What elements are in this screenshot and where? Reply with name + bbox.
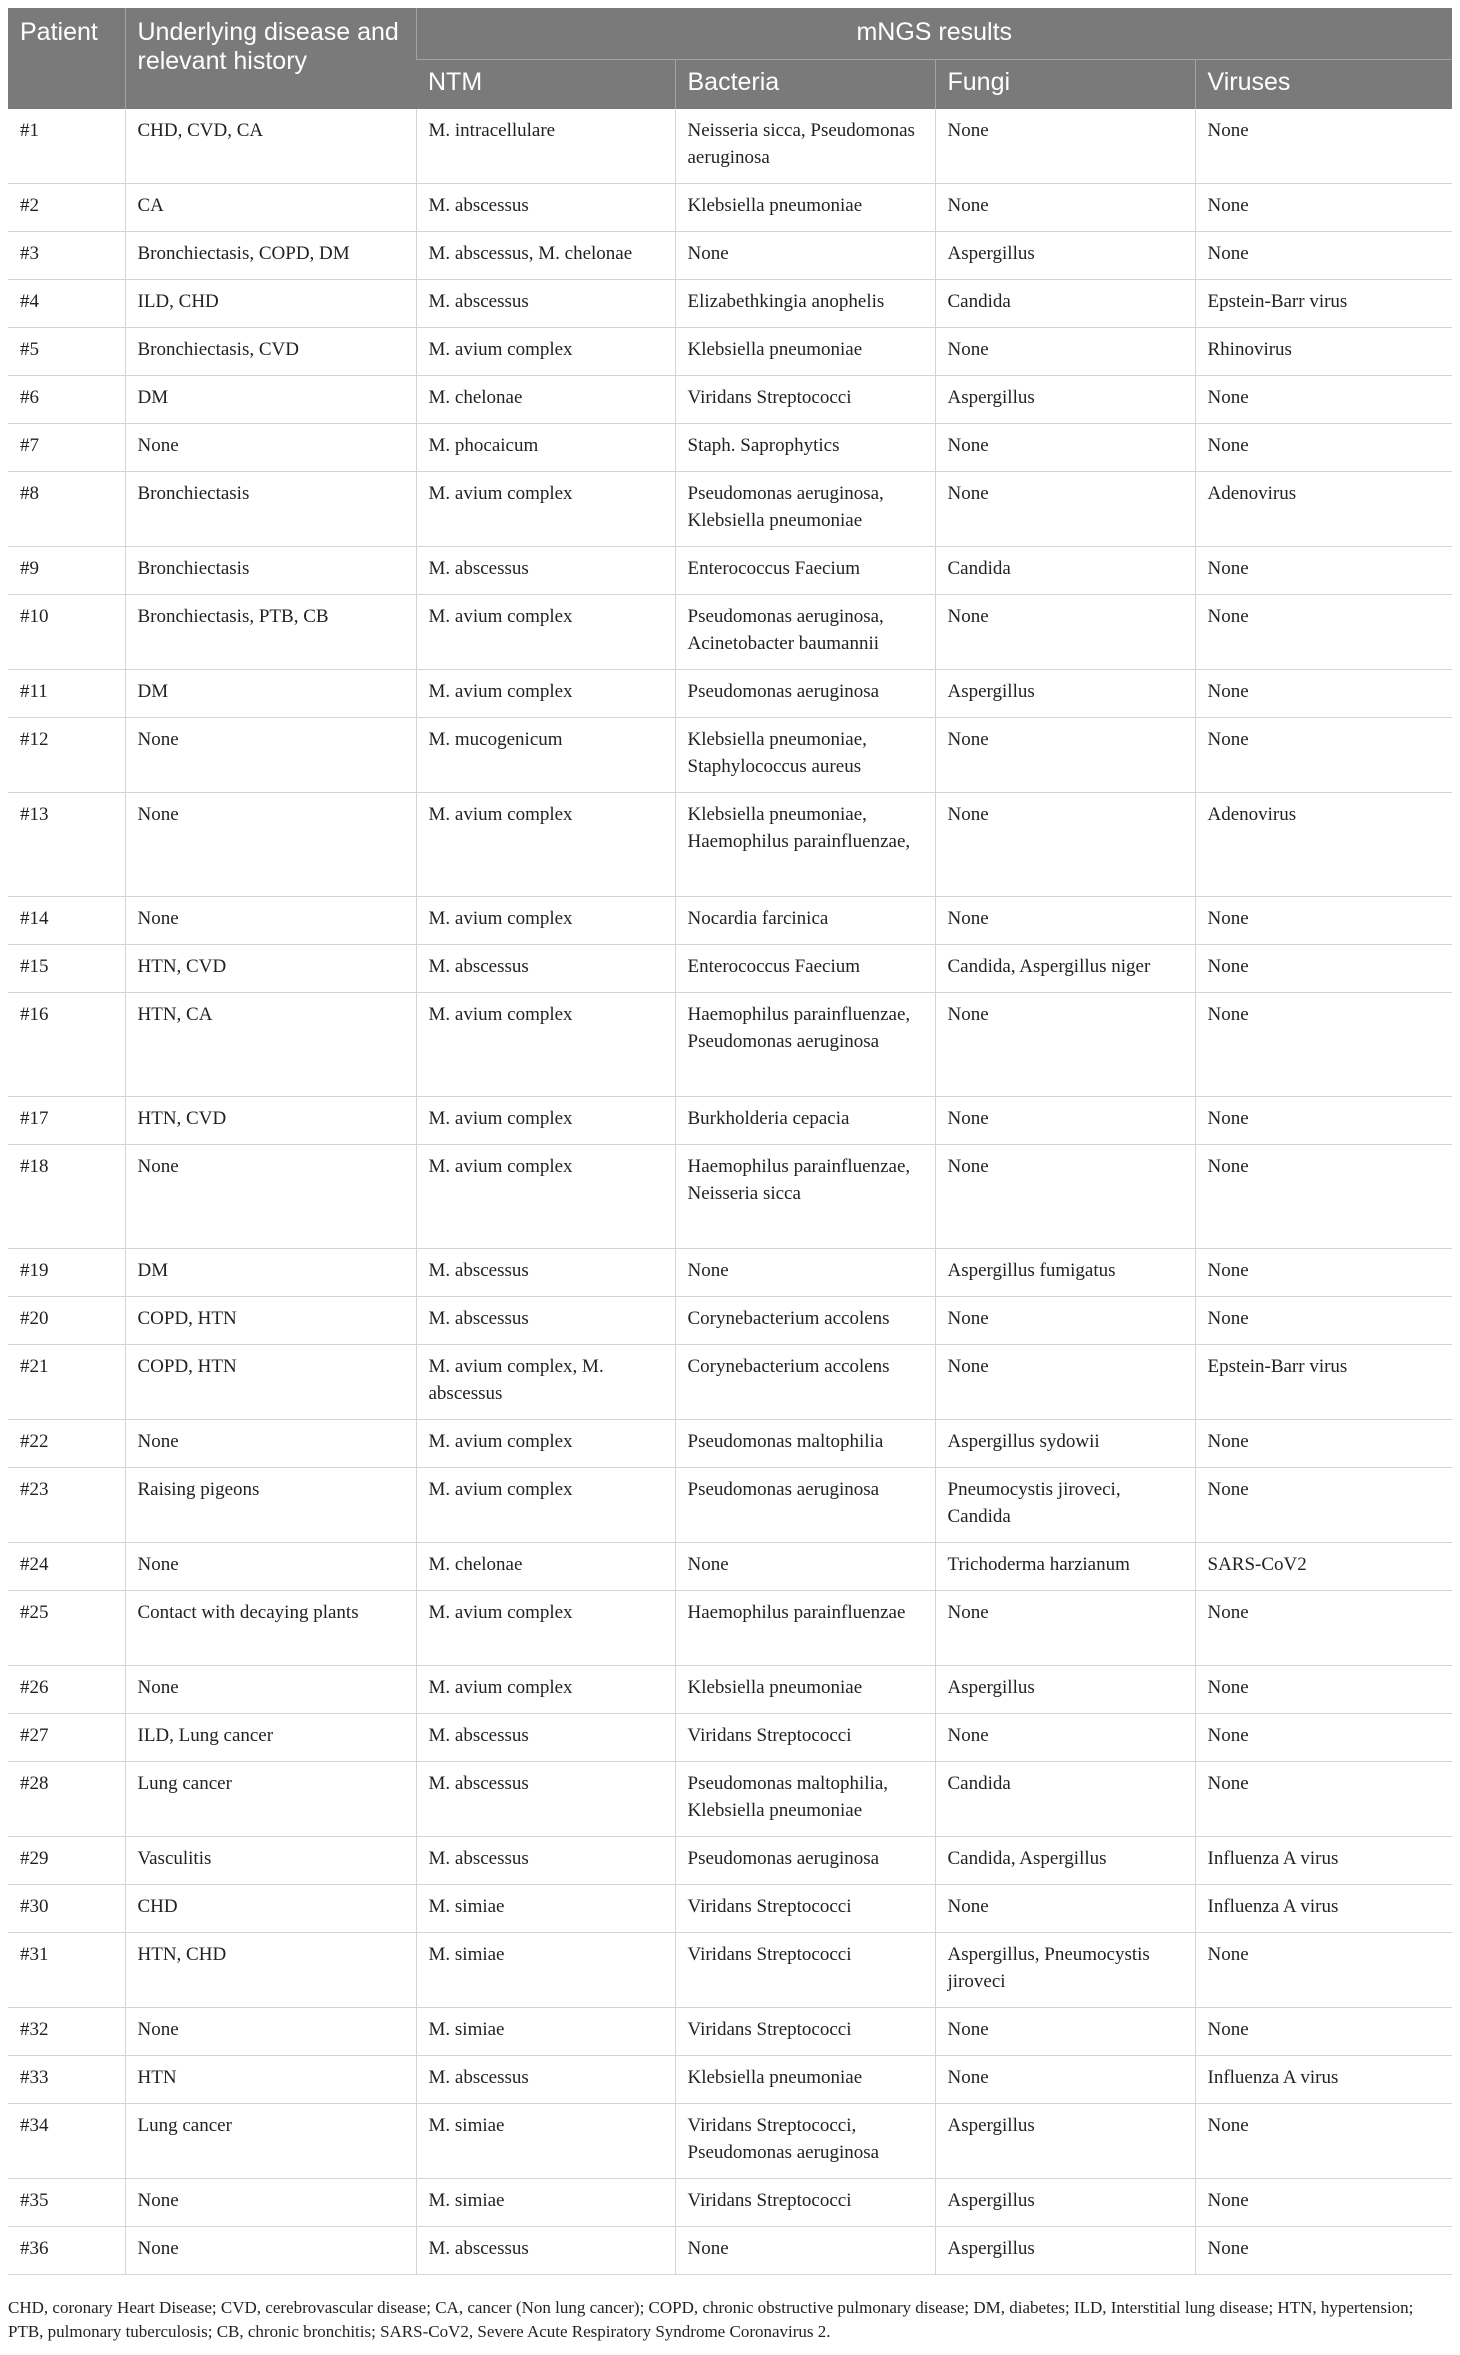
cell-ntm: M. chelonae: [416, 1543, 675, 1591]
cell-underlying-disease: ILD, Lung cancer: [125, 1714, 416, 1762]
table-row: [8, 1543, 1452, 1591]
cell-bacteria: Haemophilus parainfluenzae, Pseudomonas aeruginosa: [675, 993, 935, 1097]
cell-viruses: Influenza A virus: [1195, 2056, 1452, 2104]
cell-patient: #23: [8, 1468, 125, 1543]
cell-fungi: None: [935, 328, 1195, 376]
cell-viruses: Rhinovirus: [1195, 328, 1452, 376]
cell-patient: #1: [8, 109, 125, 184]
cell-ntm: M. abscessus: [416, 280, 675, 328]
cell-viruses: None: [1195, 376, 1452, 424]
cell-bacteria: Enterococcus Faecium: [675, 945, 935, 993]
cell-underlying-disease: None: [125, 897, 416, 945]
table-row: [8, 376, 1452, 424]
cell-bacteria: Pseudomonas aeruginosa, Klebsiella pneumoniae: [675, 472, 935, 547]
cell-viruses: None: [1195, 897, 1452, 945]
cell-underlying-disease: None: [125, 1666, 416, 1714]
header-row-top: [8, 8, 1452, 60]
cell-ntm: M. intracellulare: [416, 109, 675, 184]
cell-patient: #9: [8, 547, 125, 595]
cell-viruses: None: [1195, 718, 1452, 793]
cell-patient: #20: [8, 1297, 125, 1345]
cell-bacteria: Corynebacterium accolens: [675, 1345, 935, 1420]
cell-viruses: None: [1195, 945, 1452, 993]
cell-viruses: None: [1195, 595, 1452, 670]
cell-underlying-disease: CA: [125, 184, 416, 232]
cell-ntm: M. avium complex: [416, 1145, 675, 1249]
cell-bacteria: Klebsiella pneumoniae: [675, 2056, 935, 2104]
cell-patient: #17: [8, 1097, 125, 1145]
cell-fungi: Aspergillus: [935, 2179, 1195, 2227]
cell-patient: #6: [8, 376, 125, 424]
cell-bacteria: Pseudomonas aeruginosa: [675, 670, 935, 718]
cell-ntm: M. abscessus: [416, 1249, 675, 1297]
cell-patient: #26: [8, 1666, 125, 1714]
cell-patient: #13: [8, 793, 125, 897]
cell-fungi: None: [935, 1145, 1195, 1249]
cell-fungi: None: [935, 1714, 1195, 1762]
cell-viruses: None: [1195, 1097, 1452, 1145]
cell-underlying-disease: Bronchiectasis: [125, 472, 416, 547]
table-footnote: CHD, coronary Heart Disease; CVD, cerebrovascular disease; CA, cancer (Non lung cancer); COPD, chronic obstructive pulmonary disease; DM, diabetes; ILD, Interstitial lung disease; HTN, hypertension; PTB, pulmonary tuberculosis; CB, chronic bronchitis; SARS-CoV2, Severe Acute Respiratory Syndrome Coronavirus 2.: [8, 2298, 1414, 2341]
cell-ntm: M. phocaicum: [416, 424, 675, 472]
cell-underlying-disease: DM: [125, 376, 416, 424]
cell-patient: #16: [8, 993, 125, 1097]
cell-patient: #21: [8, 1345, 125, 1420]
cell-patient: #19: [8, 1249, 125, 1297]
cell-viruses: None: [1195, 1145, 1452, 1249]
mngs-results-table: [8, 8, 1452, 2275]
cell-ntm: M. abscessus: [416, 2227, 675, 2275]
cell-bacteria: Staph. Saprophytics: [675, 424, 935, 472]
cell-ntm: M. avium complex: [416, 897, 675, 945]
cell-viruses: None: [1195, 2227, 1452, 2275]
cell-fungi: None: [935, 1345, 1195, 1420]
cell-underlying-disease: HTN: [125, 2056, 416, 2104]
cell-patient: #18: [8, 1145, 125, 1249]
table-row: [8, 1885, 1452, 1933]
header-mngs-results: mNGS results: [416, 8, 1452, 60]
cell-fungi: None: [935, 595, 1195, 670]
cell-patient: #25: [8, 1591, 125, 1666]
table-row: [8, 1249, 1452, 1297]
cell-fungi: Pneumocystis jiroveci, Candida: [935, 1468, 1195, 1543]
table-row: [8, 424, 1452, 472]
cell-fungi: None: [935, 1591, 1195, 1666]
cell-underlying-disease: None: [125, 2179, 416, 2227]
cell-bacteria: Viridans Streptococci: [675, 1885, 935, 1933]
cell-patient: #27: [8, 1714, 125, 1762]
cell-patient: #24: [8, 1543, 125, 1591]
cell-fungi: Aspergillus: [935, 1666, 1195, 1714]
header-fungi: Fungi: [935, 60, 1195, 110]
cell-patient: #7: [8, 424, 125, 472]
table-row: [8, 109, 1452, 184]
cell-bacteria: Klebsiella pneumoniae, Staphylococcus aureus: [675, 718, 935, 793]
cell-underlying-disease: None: [125, 1145, 416, 1249]
table-row: [8, 670, 1452, 718]
cell-ntm: M. avium complex: [416, 472, 675, 547]
cell-bacteria: Burkholderia cepacia: [675, 1097, 935, 1145]
cell-bacteria: Corynebacterium accolens: [675, 1297, 935, 1345]
table-row: [8, 897, 1452, 945]
cell-underlying-disease: HTN, CVD: [125, 1097, 416, 1145]
cell-ntm: M. avium complex: [416, 1468, 675, 1543]
cell-bacteria: Pseudomonas aeruginosa, Acinetobacter baumannii: [675, 595, 935, 670]
cell-bacteria: Viridans Streptococci: [675, 2179, 935, 2227]
cell-underlying-disease: HTN, CHD: [125, 1933, 416, 2008]
cell-viruses: Influenza A virus: [1195, 1837, 1452, 1885]
cell-ntm: M. avium complex, M. abscessus: [416, 1345, 675, 1420]
cell-viruses: None: [1195, 1933, 1452, 2008]
cell-bacteria: Pseudomonas maltophilia: [675, 1420, 935, 1468]
cell-underlying-disease: HTN, CVD: [125, 945, 416, 993]
cell-patient: #33: [8, 2056, 125, 2104]
cell-ntm: M. abscessus: [416, 547, 675, 595]
cell-viruses: None: [1195, 547, 1452, 595]
table-row: [8, 2056, 1452, 2104]
cell-bacteria: Enterococcus Faecium: [675, 547, 935, 595]
cell-viruses: Epstein-Barr virus: [1195, 280, 1452, 328]
cell-bacteria: Viridans Streptococci: [675, 2008, 935, 2056]
cell-bacteria: Klebsiella pneumoniae, Haemophilus parainfluenzae,: [675, 793, 935, 897]
cell-fungi: None: [935, 1097, 1195, 1145]
cell-ntm: M. avium complex: [416, 1097, 675, 1145]
cell-ntm: M. avium complex: [416, 993, 675, 1097]
cell-fungi: Candida, Aspergillus: [935, 1837, 1195, 1885]
cell-underlying-disease: COPD, HTN: [125, 1345, 416, 1420]
cell-underlying-disease: Lung cancer: [125, 2104, 416, 2179]
table-row: [8, 2179, 1452, 2227]
cell-ntm: M. abscessus: [416, 1762, 675, 1837]
cell-patient: #15: [8, 945, 125, 993]
cell-viruses: Epstein-Barr virus: [1195, 1345, 1452, 1420]
cell-underlying-disease: None: [125, 793, 416, 897]
cell-underlying-disease: Bronchiectasis: [125, 547, 416, 595]
cell-bacteria: Klebsiella pneumoniae: [675, 328, 935, 376]
cell-fungi: Trichoderma harzianum: [935, 1543, 1195, 1591]
cell-ntm: M. avium complex: [416, 1666, 675, 1714]
cell-ntm: M. simiae: [416, 2008, 675, 2056]
cell-patient: #8: [8, 472, 125, 547]
cell-bacteria: Neisseria sicca, Pseudomonas aeruginosa: [675, 109, 935, 184]
cell-fungi: None: [935, 2056, 1195, 2104]
cell-patient: #3: [8, 232, 125, 280]
cell-bacteria: Pseudomonas aeruginosa: [675, 1837, 935, 1885]
cell-fungi: Aspergillus: [935, 2104, 1195, 2179]
cell-ntm: M. abscessus: [416, 1837, 675, 1885]
cell-fungi: Aspergillus sydowii: [935, 1420, 1195, 1468]
cell-bacteria: Elizabethkingia anophelis: [675, 280, 935, 328]
cell-viruses: Influenza A virus: [1195, 1885, 1452, 1933]
table-row: [8, 1666, 1452, 1714]
cell-patient: #36: [8, 2227, 125, 2275]
cell-ntm: M. avium complex: [416, 670, 675, 718]
table-row: [8, 793, 1452, 897]
table-row: [8, 1345, 1452, 1420]
cell-bacteria: Viridans Streptococci: [675, 1933, 935, 2008]
table-body: [8, 109, 1452, 2275]
cell-fungi: None: [935, 2008, 1195, 2056]
table-row: [8, 1762, 1452, 1837]
cell-viruses: None: [1195, 2104, 1452, 2179]
cell-underlying-disease: CHD: [125, 1885, 416, 1933]
table-row: [8, 328, 1452, 376]
cell-viruses: None: [1195, 1591, 1452, 1666]
table-row: [8, 945, 1452, 993]
cell-underlying-disease: None: [125, 1543, 416, 1591]
cell-fungi: Aspergillus fumigatus: [935, 1249, 1195, 1297]
header-ntm: NTM: [416, 60, 675, 110]
cell-fungi: Candida, Aspergillus niger: [935, 945, 1195, 993]
cell-viruses: None: [1195, 109, 1452, 184]
cell-ntm: M. abscessus: [416, 1297, 675, 1345]
cell-patient: #22: [8, 1420, 125, 1468]
table-row: [8, 1145, 1452, 1249]
table-row: [8, 2008, 1452, 2056]
cell-fungi: None: [935, 993, 1195, 1097]
cell-ntm: M. avium complex: [416, 328, 675, 376]
cell-underlying-disease: DM: [125, 1249, 416, 1297]
header-patient: Patient: [8, 8, 125, 109]
cell-underlying-disease: Bronchiectasis, COPD, DM: [125, 232, 416, 280]
cell-underlying-disease: HTN, CA: [125, 993, 416, 1097]
cell-bacteria: Klebsiella pneumoniae: [675, 184, 935, 232]
cell-fungi: Aspergillus: [935, 670, 1195, 718]
cell-underlying-disease: None: [125, 718, 416, 793]
cell-fungi: None: [935, 424, 1195, 472]
table-row: [8, 1714, 1452, 1762]
table-row: [8, 280, 1452, 328]
cell-bacteria: Viridans Streptococci: [675, 376, 935, 424]
cell-bacteria: Haemophilus parainfluenzae: [675, 1591, 935, 1666]
table-row: [8, 1837, 1452, 1885]
cell-ntm: M. abscessus: [416, 2056, 675, 2104]
cell-viruses: None: [1195, 232, 1452, 280]
cell-patient: #5: [8, 328, 125, 376]
table-row: [8, 1420, 1452, 1468]
cell-patient: #2: [8, 184, 125, 232]
cell-bacteria: Nocardia farcinica: [675, 897, 935, 945]
cell-viruses: None: [1195, 1420, 1452, 1468]
table-row: [8, 472, 1452, 547]
cell-ntm: M. simiae: [416, 2104, 675, 2179]
cell-fungi: Candida: [935, 547, 1195, 595]
cell-ntm: M. simiae: [416, 2179, 675, 2227]
cell-underlying-disease: ILD, CHD: [125, 280, 416, 328]
table-row: [8, 1297, 1452, 1345]
cell-viruses: None: [1195, 1762, 1452, 1837]
cell-viruses: None: [1195, 2008, 1452, 2056]
cell-underlying-disease: Vasculitis: [125, 1837, 416, 1885]
table-row: [8, 232, 1452, 280]
cell-fungi: None: [935, 472, 1195, 547]
cell-bacteria: Klebsiella pneumoniae: [675, 1666, 935, 1714]
cell-ntm: M. avium complex: [416, 793, 675, 897]
cell-fungi: Aspergillus: [935, 2227, 1195, 2275]
cell-fungi: None: [935, 718, 1195, 793]
cell-patient: #28: [8, 1762, 125, 1837]
header-viruses: Viruses: [1195, 60, 1452, 110]
cell-patient: #11: [8, 670, 125, 718]
mngs-results-table-container: [8, 8, 1452, 2275]
cell-ntm: M. simiae: [416, 1885, 675, 1933]
cell-bacteria: Viridans Streptococci: [675, 1714, 935, 1762]
cell-patient: #14: [8, 897, 125, 945]
cell-bacteria: None: [675, 1543, 935, 1591]
table-row: [8, 1097, 1452, 1145]
cell-bacteria: None: [675, 1249, 935, 1297]
cell-underlying-disease: CHD, CVD, CA: [125, 109, 416, 184]
table-row: [8, 993, 1452, 1097]
cell-underlying-disease: None: [125, 424, 416, 472]
cell-underlying-disease: COPD, HTN: [125, 1297, 416, 1345]
cell-ntm: M. abscessus: [416, 1714, 675, 1762]
cell-underlying-disease: None: [125, 2227, 416, 2275]
cell-ntm: M. avium complex: [416, 1591, 675, 1666]
cell-patient: #31: [8, 1933, 125, 2008]
cell-ntm: M. avium complex: [416, 1420, 675, 1468]
cell-fungi: None: [935, 184, 1195, 232]
table-row: [8, 2104, 1452, 2179]
cell-patient: #34: [8, 2104, 125, 2179]
cell-underlying-disease: None: [125, 1420, 416, 1468]
table-row: [8, 718, 1452, 793]
cell-fungi: Aspergillus: [935, 376, 1195, 424]
cell-bacteria: Viridans Streptococci, Pseudomonas aeruginosa: [675, 2104, 935, 2179]
cell-viruses: None: [1195, 1666, 1452, 1714]
cell-viruses: Adenovirus: [1195, 472, 1452, 547]
cell-fungi: None: [935, 1297, 1195, 1345]
cell-bacteria: Pseudomonas aeruginosa: [675, 1468, 935, 1543]
cell-underlying-disease: DM: [125, 670, 416, 718]
table-row: [8, 1933, 1452, 2008]
header-bacteria: Bacteria: [675, 60, 935, 110]
table-row: [8, 1591, 1452, 1666]
table-row: [8, 2227, 1452, 2275]
cell-fungi: None: [935, 793, 1195, 897]
cell-fungi: None: [935, 109, 1195, 184]
table-header: [8, 8, 1452, 109]
cell-viruses: None: [1195, 1468, 1452, 1543]
cell-viruses: None: [1195, 1249, 1452, 1297]
cell-ntm: M. abscessus, M. chelonae: [416, 232, 675, 280]
header-underlying-disease: Underlying disease and relevant history: [125, 8, 416, 109]
cell-underlying-disease: Contact with decaying plants: [125, 1591, 416, 1666]
cell-patient: #35: [8, 2179, 125, 2227]
cell-viruses: SARS-CoV2: [1195, 1543, 1452, 1591]
cell-underlying-disease: Bronchiectasis, CVD: [125, 328, 416, 376]
cell-viruses: None: [1195, 670, 1452, 718]
cell-fungi: Candida: [935, 1762, 1195, 1837]
cell-ntm: M. avium complex: [416, 595, 675, 670]
cell-viruses: None: [1195, 2179, 1452, 2227]
cell-fungi: None: [935, 897, 1195, 945]
table-row: [8, 595, 1452, 670]
cell-fungi: Aspergillus, Pneumocystis jiroveci: [935, 1933, 1195, 2008]
cell-ntm: M. simiae: [416, 1933, 675, 2008]
cell-ntm: M. abscessus: [416, 945, 675, 993]
cell-ntm: M. abscessus: [416, 184, 675, 232]
cell-underlying-disease: Bronchiectasis, PTB, CB: [125, 595, 416, 670]
cell-patient: #32: [8, 2008, 125, 2056]
cell-ntm: M. chelonae: [416, 376, 675, 424]
cell-ntm: M. mucogenicum: [416, 718, 675, 793]
cell-fungi: None: [935, 1885, 1195, 1933]
cell-viruses: None: [1195, 424, 1452, 472]
cell-bacteria: Haemophilus parainfluenzae, Neisseria sicca: [675, 1145, 935, 1249]
cell-fungi: Candida: [935, 280, 1195, 328]
cell-underlying-disease: Lung cancer: [125, 1762, 416, 1837]
cell-underlying-disease: Raising pigeons: [125, 1468, 416, 1543]
cell-patient: #10: [8, 595, 125, 670]
table-row: [8, 184, 1452, 232]
cell-bacteria: None: [675, 232, 935, 280]
cell-viruses: None: [1195, 1714, 1452, 1762]
cell-patient: #29: [8, 1837, 125, 1885]
cell-viruses: None: [1195, 993, 1452, 1097]
cell-bacteria: None: [675, 2227, 935, 2275]
cell-viruses: None: [1195, 184, 1452, 232]
cell-viruses: None: [1195, 1297, 1452, 1345]
cell-bacteria: Pseudomonas maltophilia, Klebsiella pneumoniae: [675, 1762, 935, 1837]
cell-viruses: Adenovirus: [1195, 793, 1452, 897]
cell-patient: #30: [8, 1885, 125, 1933]
table-row: [8, 547, 1452, 595]
cell-patient: #12: [8, 718, 125, 793]
cell-underlying-disease: None: [125, 2008, 416, 2056]
table-row: [8, 1468, 1452, 1543]
cell-fungi: Aspergillus: [935, 232, 1195, 280]
cell-patient: #4: [8, 280, 125, 328]
